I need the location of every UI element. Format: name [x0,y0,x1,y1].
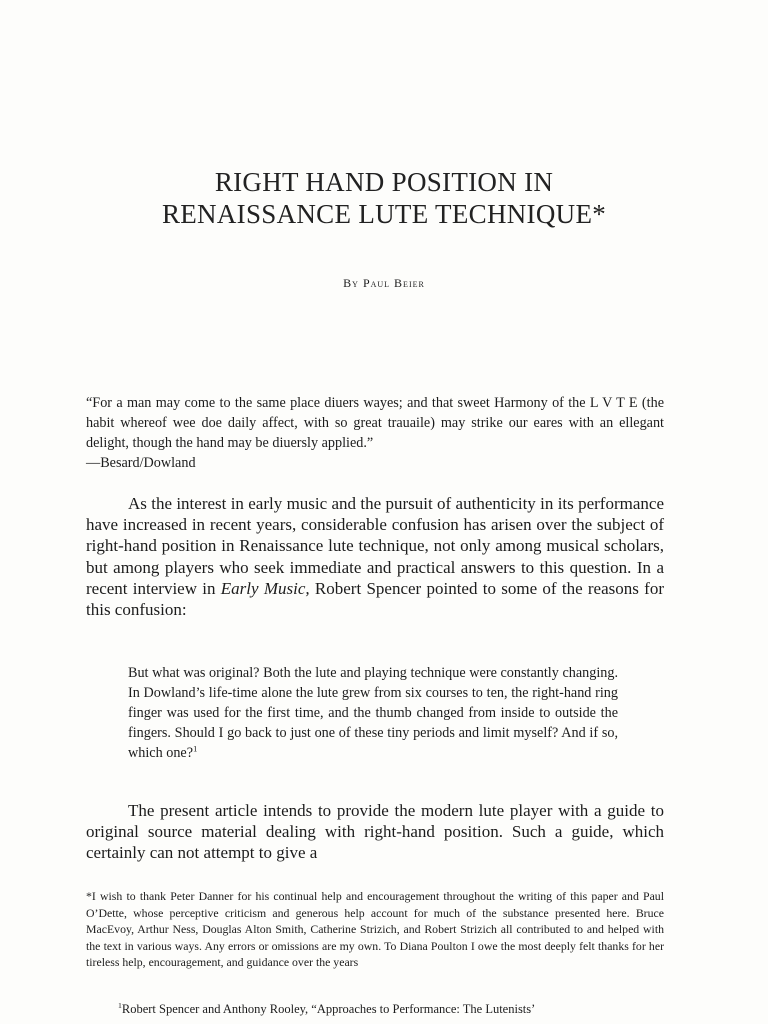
title-line-2: RENAISSANCE LUTE TECHNIQUE* [161,199,607,229]
footnote-1-marker: 1 [118,1000,122,1010]
article-title [0,166,768,230]
body-paragraph-2: The present article intends to provide the modern lute player with a guide to original source material dealing with right-hand position. Such a guide, which certainly can not attempt to give a [86,801,664,863]
paragraph-1-text-a: As the interest in early music and the pursuit of authenticity in its performance have increased in recent years, considerable confusion has arisen over the subject of right-hand position in Renaissance lute technique, not only among musical scholars, but among players who seek immediate and practical answers to this question. In a recent interview in [86,494,664,598]
epigraph [86,393,664,473]
body-paragraph-1 [86,493,664,620]
journal-title: Early Music, [220,578,310,598]
paragraph-1-text-b: Robert Spencer pointed to some of the reasons for this confusion: [86,578,664,620]
quotation-text: But what was original? Both the lute and playing technique were constantly changing. In Dowland’s life-time alone the lute grew from six courses to ten, the right-hand ring finger was used for the first time, and the thumb changed from inside to outside the fingers. Should I go back to just one of these tiny periods and limit myself? And if so, which one? [128,665,618,761]
footnote-reference-1: 1 [193,743,198,754]
title-line-1: RIGHT HAND POSITION IN [214,167,554,197]
footnote-1-text: Robert Spencer and Anthony Rooley, “Approaches to Performance: The Lutenists’ [121,1002,536,1016]
author-byline: By Paul Beier [343,276,425,290]
epigraph-text: “For a man may come to the same place diuers wayes; and that sweet Harmony of the L V T E (the habit whereof wee doe daily affect, with so great trauaile) may strike our eares with an ellegant delight, though the hand may be diuersly applied.” [86,395,664,451]
block-quotation [128,663,618,763]
epigraph-attribution: —Besard/Dowland [86,455,196,471]
acknowledgement-footnote: *I wish to thank Peter Danner for his continual help and encouragement throughout the writing of this paper and Paul O’Dette, whose perceptive criticism and generous help account for much of the substance presented here. Bruce MacEvoy, Arthur Ness, Douglas Alton Smith, Catherine Strizich, and Robert Strizich all contributed to and helped with the text in various ways. Any errors or omissions are my own. To Diana Poulton I owe the most deeply felt thanks for her tireless help, encouragement, and guidance over the years [86,889,664,970]
footnote-1 [118,1001,678,1017]
